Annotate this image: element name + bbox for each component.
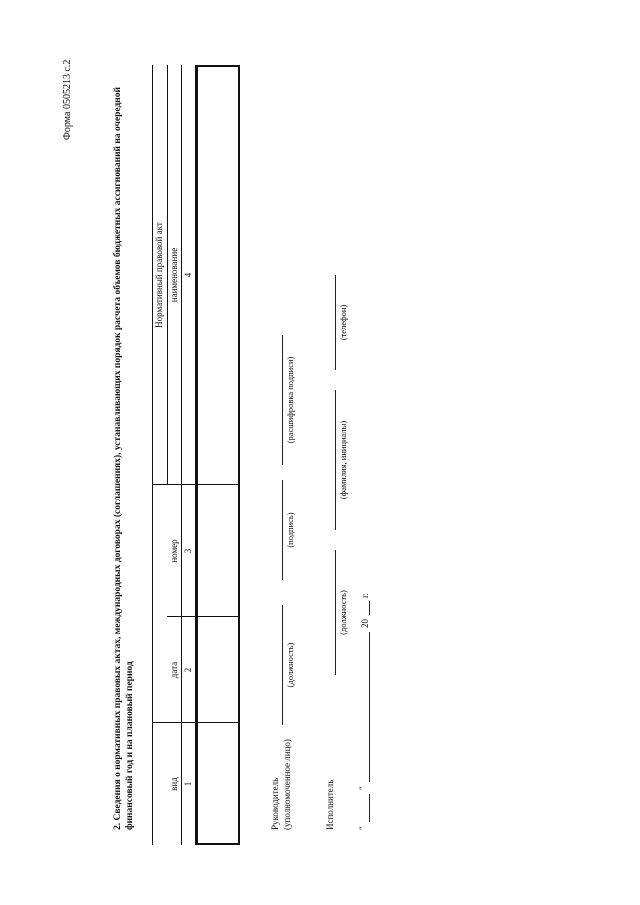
- body-bottom-line: [238, 65, 240, 845]
- head-decryption-caption: (расшифровка подписи): [285, 356, 295, 444]
- date-year-prefix: 20: [360, 619, 370, 628]
- date-year-suffix: г.: [360, 593, 370, 598]
- group-header: Нормативный правовой акт: [154, 222, 164, 328]
- head-label-authorized: (уполномоченное лицо): [282, 739, 292, 830]
- head-position-caption: (должность): [285, 642, 295, 688]
- date-month-line: [369, 632, 370, 782]
- col-number-4: 4: [183, 272, 193, 278]
- exec-name-line: [335, 390, 336, 530]
- exec-position-line: [335, 550, 336, 675]
- exec-position-caption: (должность): [338, 590, 348, 635]
- col-divider-1: [152, 722, 240, 723]
- body-left-border: [196, 843, 240, 845]
- exec-phone-caption: (телефон): [338, 304, 348, 341]
- exec-name-caption: (фамилия, инициалы): [338, 420, 348, 500]
- date-year-line: [369, 601, 370, 615]
- col-header-type: вид: [169, 777, 179, 791]
- col-header-date: дата: [169, 661, 179, 679]
- date-quote-close: ": [358, 786, 368, 790]
- exec-phone-line: [335, 275, 336, 370]
- form-code: Форма 0505213 с.2: [62, 59, 73, 140]
- col-header-number: номер: [169, 539, 179, 563]
- head-signature-line: [282, 480, 283, 580]
- header-bottom-line: [181, 65, 182, 845]
- table-top-line: [152, 65, 153, 845]
- executor-label: Исполнитель: [325, 779, 335, 830]
- head-decryption-line: [282, 335, 283, 465]
- group-header-line: [167, 65, 168, 485]
- col-number-1: 1: [183, 781, 193, 787]
- date-quote-open: ": [358, 826, 368, 830]
- head-signature-caption: (подпись): [285, 512, 295, 548]
- head-label: Руководитель: [270, 777, 280, 830]
- body-right-border: [196, 65, 240, 67]
- body-top-line: [196, 65, 198, 845]
- col-divider-3: [152, 484, 240, 485]
- head-position-line: [282, 605, 283, 725]
- col-number-2: 2: [183, 667, 193, 673]
- date-day-line: [369, 794, 370, 822]
- col-number-3: 3: [183, 548, 193, 554]
- col-header-name: наименование: [169, 247, 179, 303]
- section-title: 2. Сведения о нормативных правовых актах, международных договорах (соглашениях), устанавливающих порядок расчета объемов бюджетных ассигнований на очередной финансовый год и на плановый период: [113, 87, 135, 830]
